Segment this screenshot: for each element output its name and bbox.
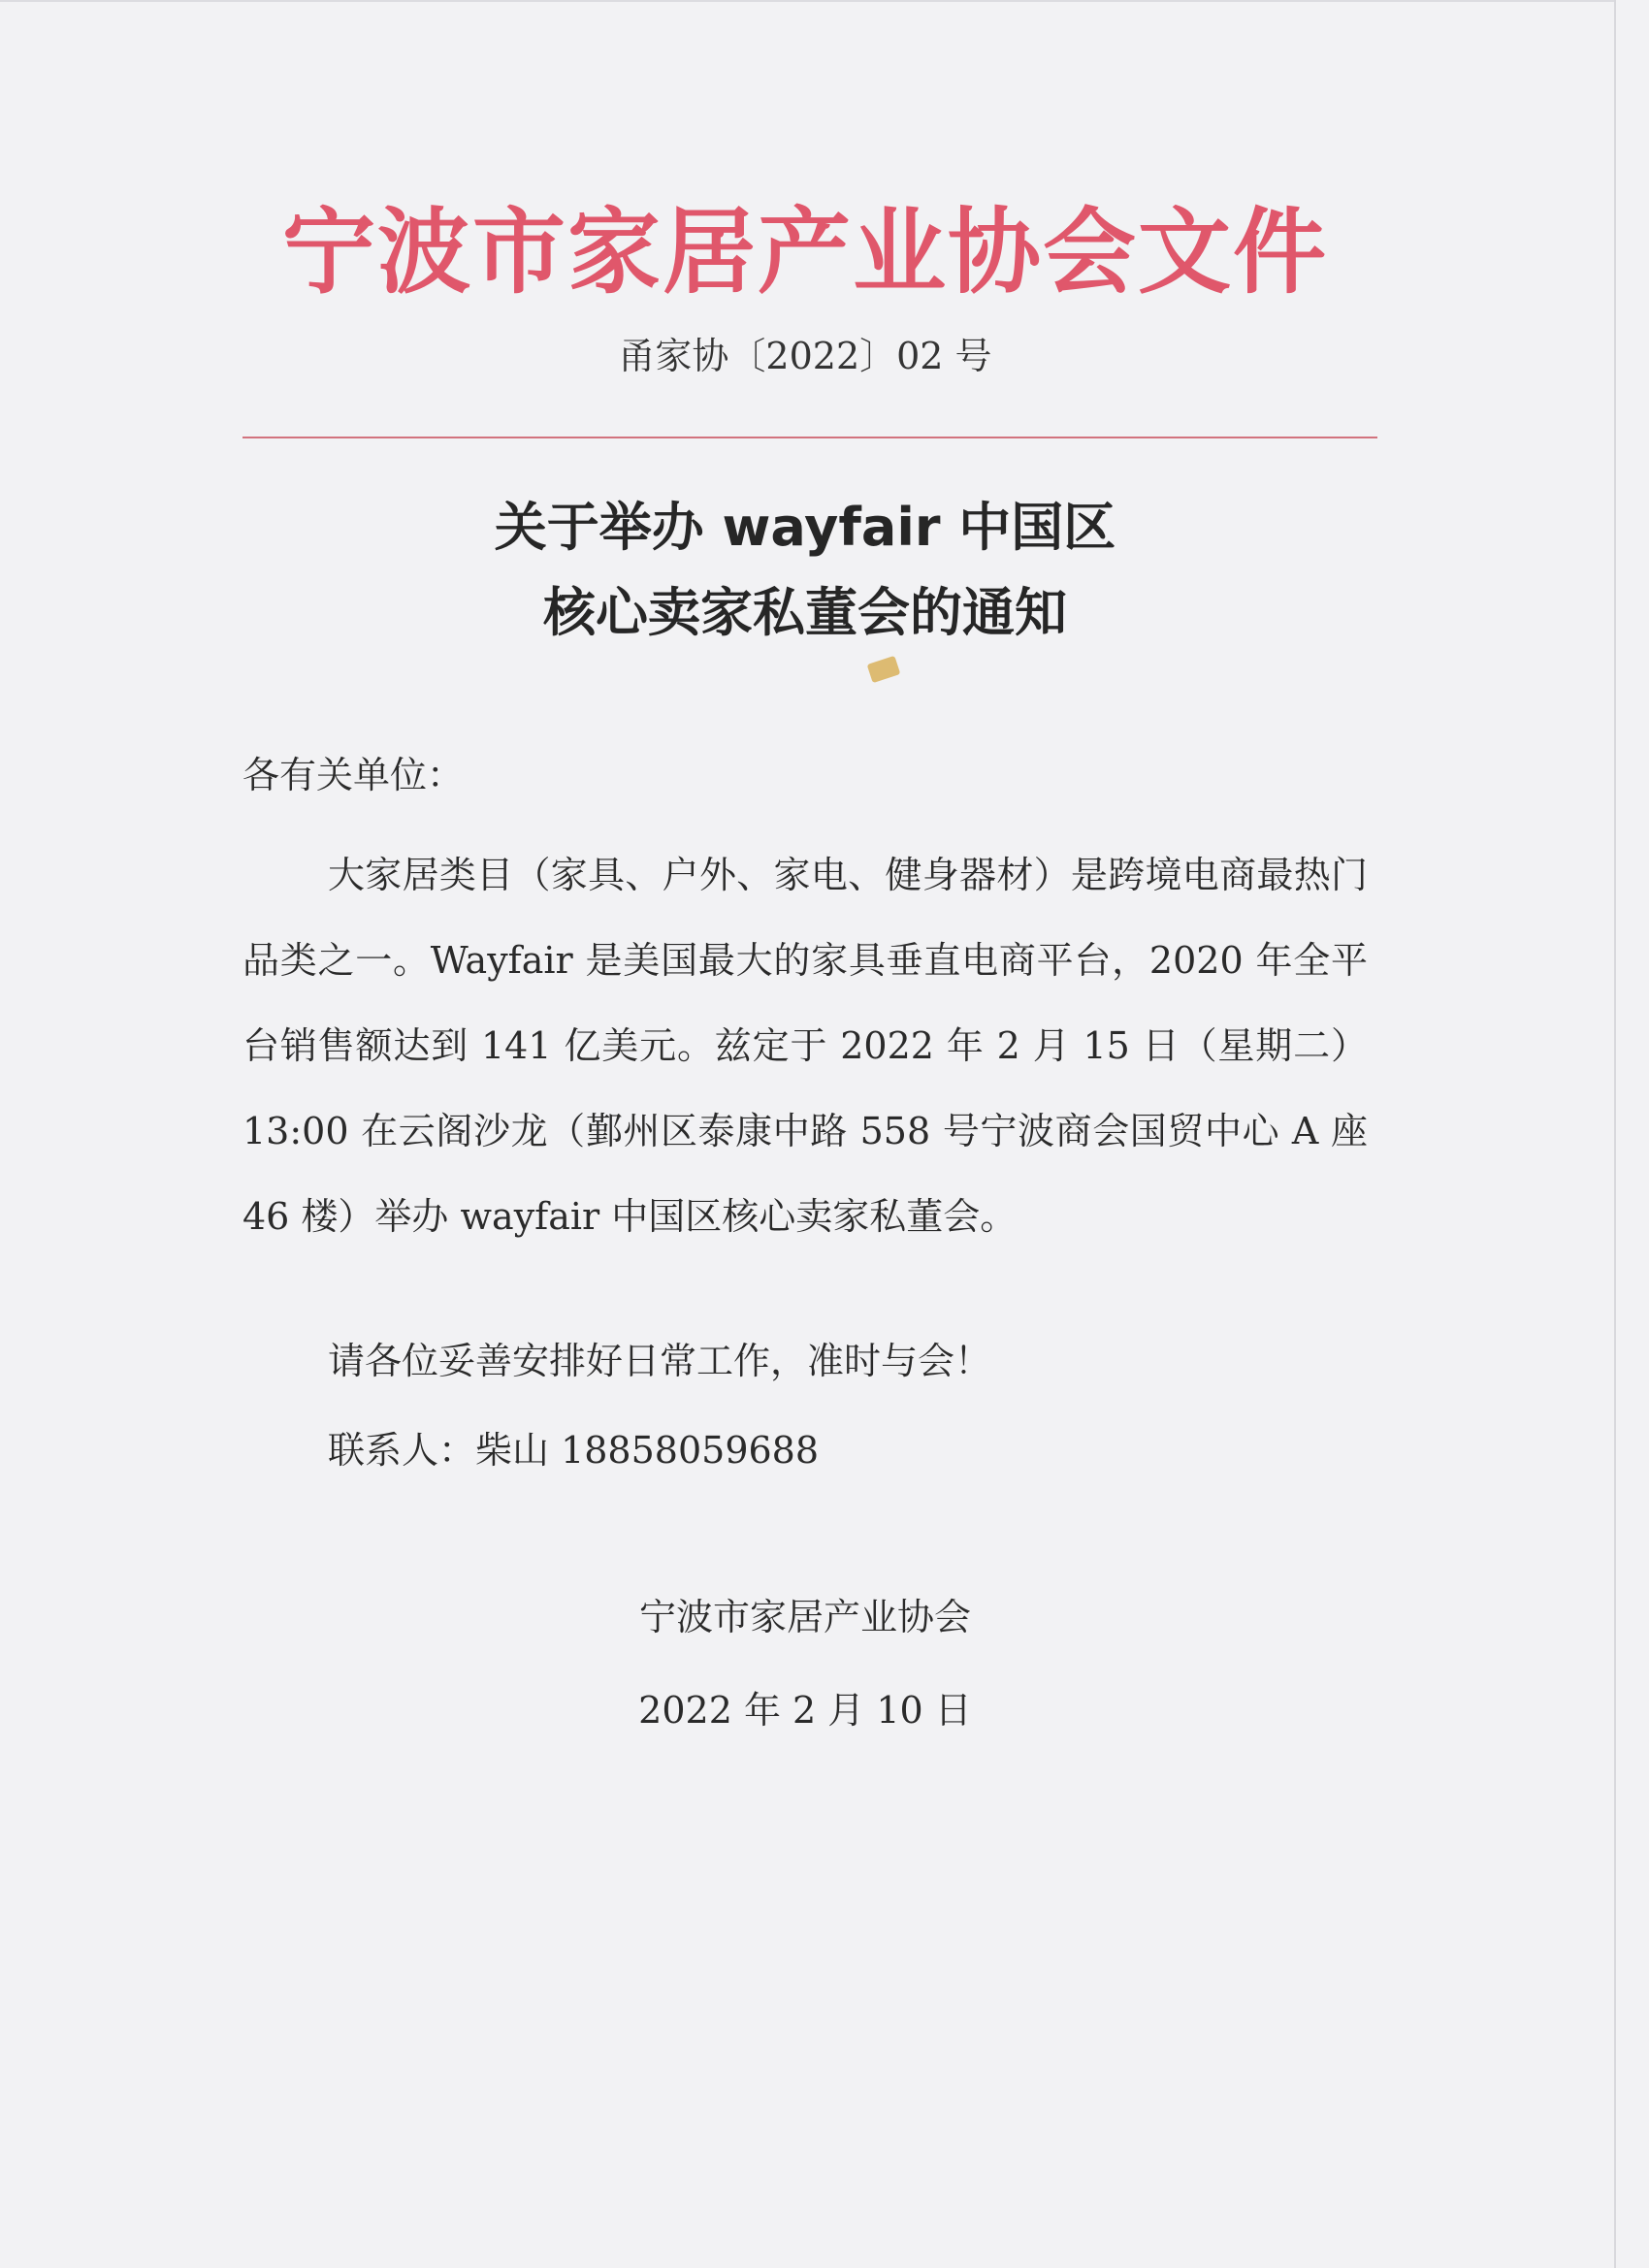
document-number: 甬家协〔2022〕02 号 xyxy=(618,335,992,377)
notice-title-line-1: 关于举办 wayfair 中国区 xyxy=(494,497,1116,558)
salutation: 各有关单位： xyxy=(242,754,465,796)
notice-title-line-2: 核心卖家私董会的通知 xyxy=(543,582,1067,643)
contact-info: 联系人：柴山 18858059688 xyxy=(328,1429,820,1472)
document-header-title: 宁波市家居产业协会文件 xyxy=(282,198,1328,307)
page-top-edge xyxy=(0,0,1614,2)
header-divider xyxy=(242,437,1377,438)
signature-date: 2022 年 2 月 10 日 xyxy=(638,1689,972,1732)
notice-title xyxy=(0,485,1610,656)
attendance-request: 请各位妥善安排好日常工作，准时与会！ xyxy=(328,1340,992,1382)
signature-organization: 宁波市家居产业协会 xyxy=(638,1596,971,1638)
paper-smudge xyxy=(867,656,901,683)
body-paragraph: 大家居类目（家具、户外、家电、健身器材）是跨境电商最热门品类之一。Wayfair 是美国最大的家具垂直电商平台，2020 年全平台销售额达到 141 亿美元。兹定于 2022 年 2 月 15 日（星期二）13:00 在云阁沙龙（鄞州区泰康中路 558 号宁波商会国贸中心 A 座 46 楼）举办 wayfair 中国区核心卖家私董会。 xyxy=(242,854,1368,1238)
page-right-edge xyxy=(1614,0,1616,2268)
